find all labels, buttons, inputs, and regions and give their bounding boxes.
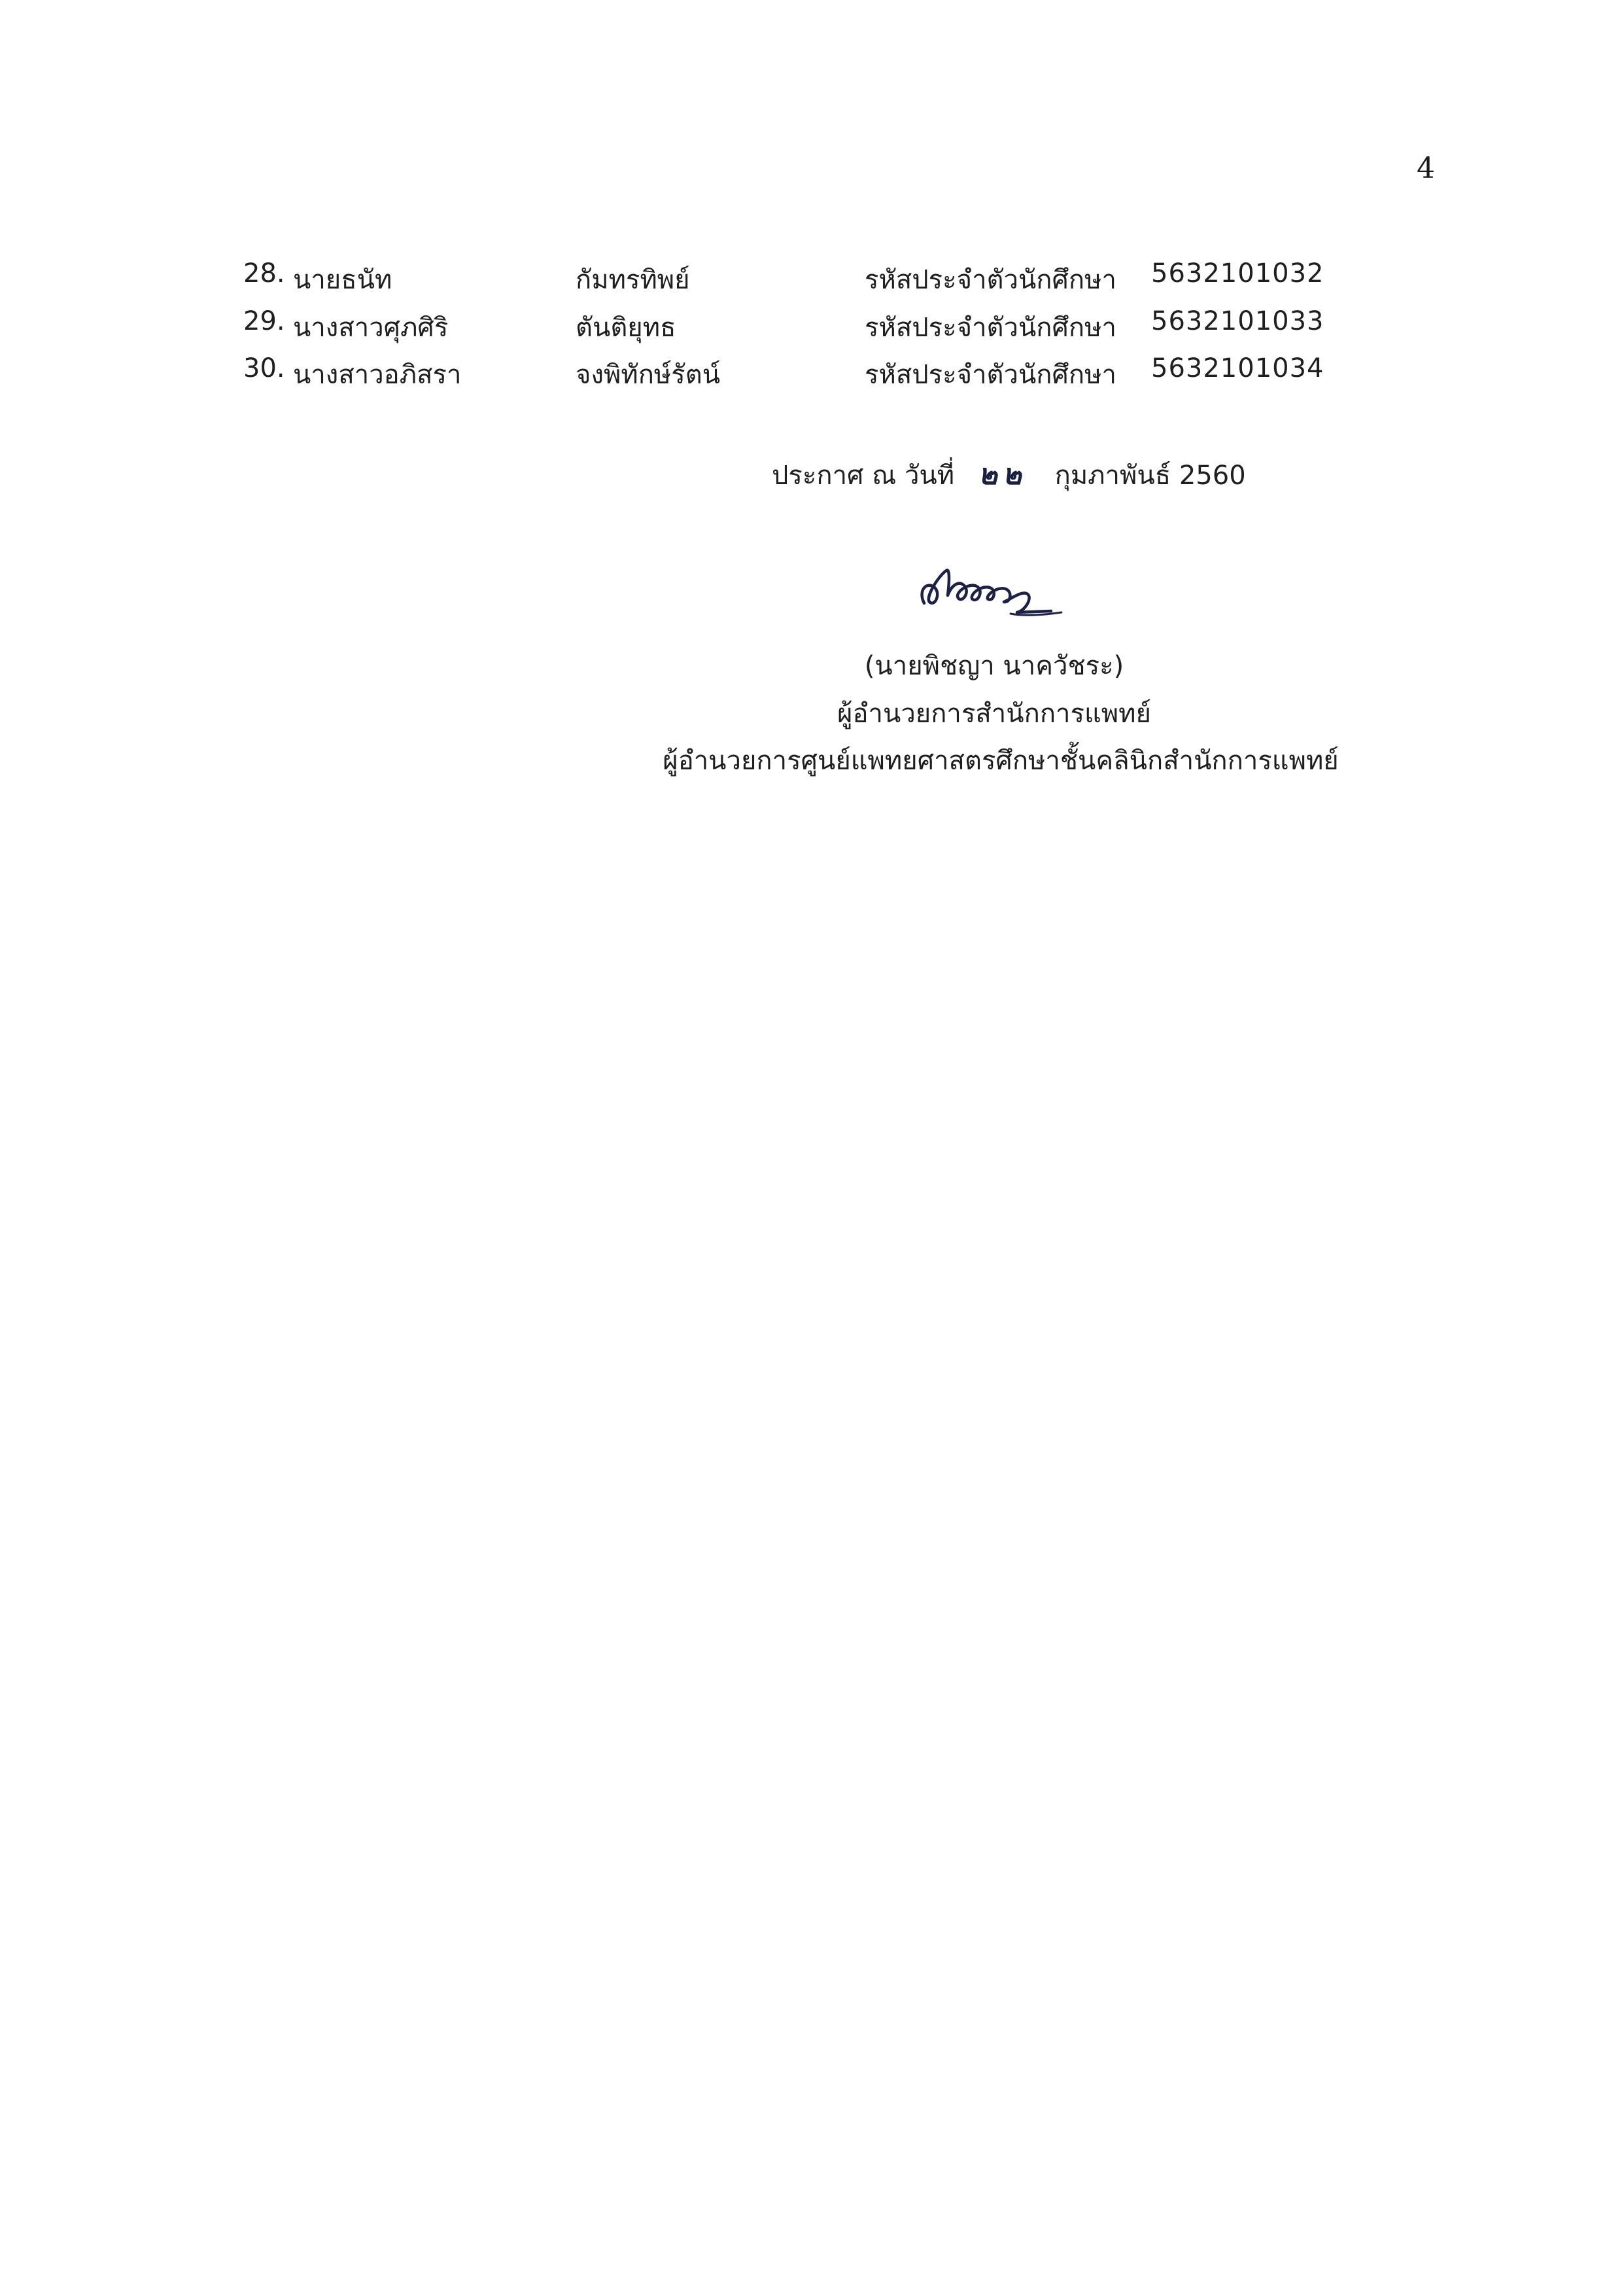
- student-last-name: กัมทรทิพย์: [576, 265, 690, 295]
- student-id-label: รหัสประจำตัวนักศึกษา: [865, 313, 1116, 343]
- student-id: 5632101033: [1151, 306, 1324, 336]
- student-row: [0, 306, 1624, 353]
- student-last-name: จงพิทักษ์รัตน์: [576, 360, 721, 390]
- announcement-prefix: ประกาศ ณ วันที่: [772, 461, 955, 491]
- announcement-day: ๒๒: [978, 458, 1027, 491]
- student-number: 30.: [243, 353, 285, 383]
- signatory-name: (นายพิชญา นาควัชระ): [864, 651, 1124, 681]
- handwritten-signature: [912, 556, 1076, 628]
- announcement-month-year: กุมภาพันธ์ 2560: [1054, 461, 1246, 491]
- student-row: [0, 353, 1624, 400]
- student-first-name: นางสาวอภิสรา: [293, 360, 462, 390]
- student-id-label: รหัสประจำตัวนักศึกษา: [865, 360, 1116, 390]
- student-id: 5632101032: [1151, 258, 1324, 289]
- student-number: 28.: [243, 258, 285, 289]
- student-id-label: รหัสประจำตัวนักศึกษา: [865, 265, 1116, 295]
- student-first-name: นายธนัท: [293, 265, 392, 295]
- student-number: 29.: [243, 306, 285, 336]
- announcement-date: [772, 451, 1246, 497]
- student-row: [0, 258, 1624, 306]
- student-last-name: ตันติยุทธ: [576, 313, 676, 343]
- signatory-position-secondary: ผู้อำนวยการศูนย์แพทยศาสตรศึกษาชั้นคลินิกสำนักการแพทย์: [663, 746, 1339, 776]
- signatory-position: ผู้อำนวยการสำนักการแพทย์: [837, 699, 1151, 729]
- page-number: 4: [1417, 152, 1435, 185]
- student-id: 5632101034: [1151, 353, 1324, 383]
- student-first-name: นางสาวศุภศิริ: [293, 313, 449, 343]
